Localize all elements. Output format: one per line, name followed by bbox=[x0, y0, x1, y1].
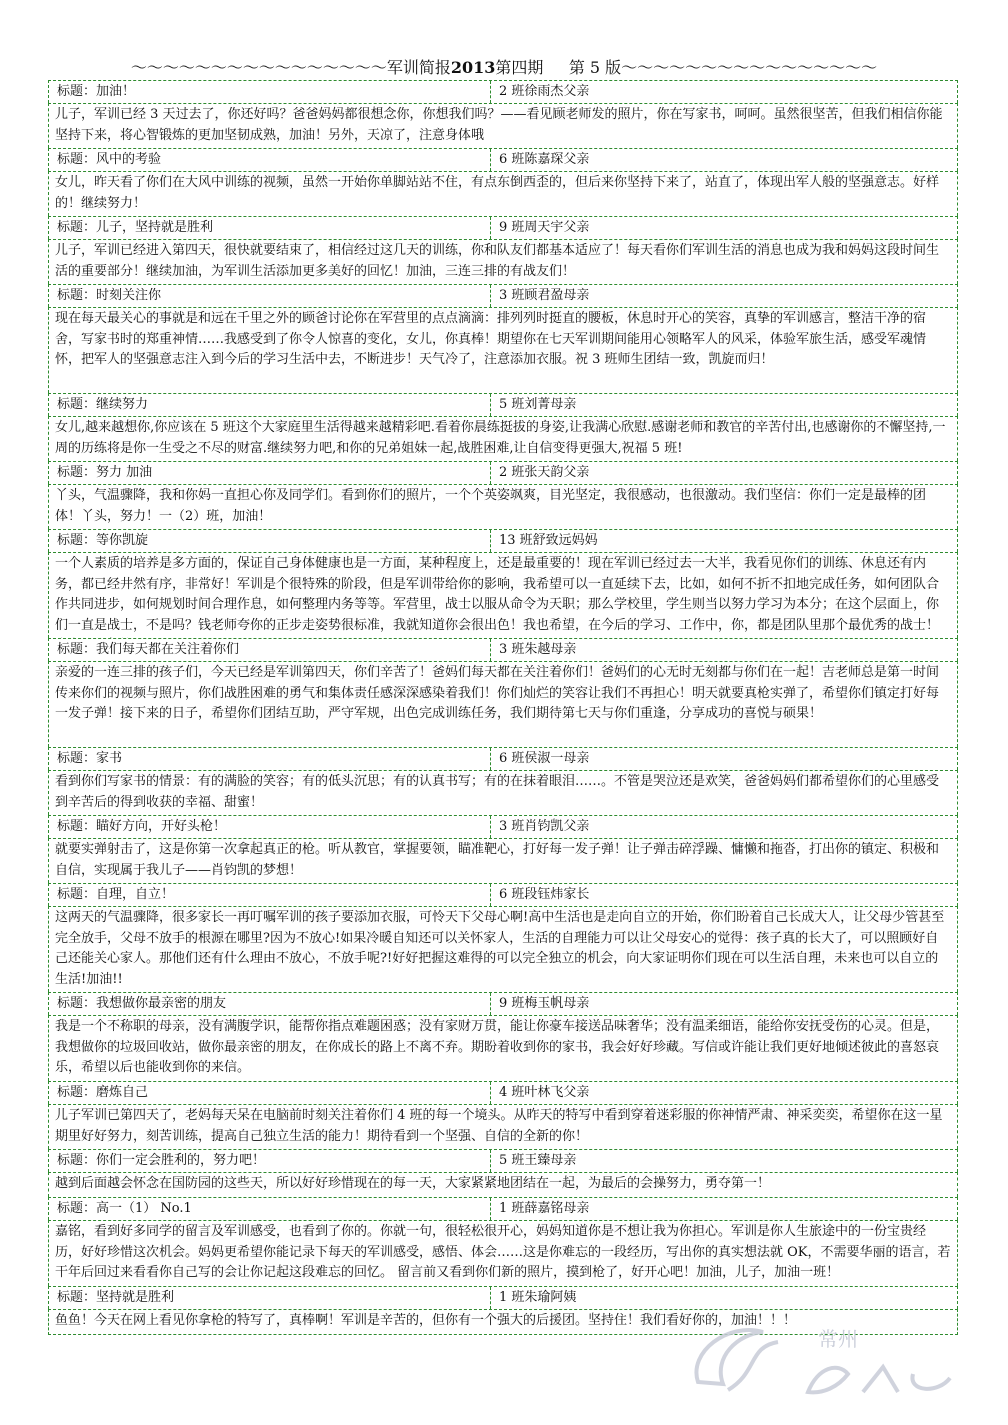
entry-author: 9 班梅玉帆母亲 bbox=[499, 996, 590, 1011]
header-suffix: ～～～～～～～～～～～～～～～～ bbox=[621, 58, 878, 77]
entry-title: 标题：继续努力 bbox=[49, 394, 491, 416]
header-prefix: ～～～～～～～～～～～～～～～～军训简报 bbox=[130, 58, 451, 77]
entry-title: 标题：我们每天都在关注着你们 bbox=[49, 639, 491, 661]
entry-body: 我是一个不称职的母亲，没有满腹学识，能帮你指点难题困惑；没有家财万贯，能让你豪车接送品味奢华；没有温柔细语，能给你安抚受伤的心灵。但是，我想做你的垃圾回收站，做你最亲密的朋友，在你成长的路上不离不弃。期盼着收到你的家书，我会好好珍藏。写信或许能让我们更好地倾述彼此的喜怒哀乐，希望以后也能收到你的来信。 bbox=[48, 1015, 958, 1081]
header-page: 第 5 版 bbox=[568, 58, 622, 77]
entry-header bbox=[48, 747, 958, 770]
entry-body: 就要实弹射击了，这是你第一次拿起真正的枪。听从教官，掌握要领，瞄准靶心，打好每一发子弹！让子弹击碎浮躁、慵懒和拖沓，打出你的镇定、积极和自信，实现属于我儿子——肖钧凯的梦想！ bbox=[48, 838, 958, 883]
entry-body: 女儿,越来越想你,你应该在 5 班这个大家庭里生活得越来越精彩吧.看着你晨练挺拔的身姿,让我满心欣慰.感谢老师和教官的辛苦付出,也感谢你的不懈坚持,一周的历练将是你一生受之不尽的财富.继续努力吧,和你的兄弟姐妹一起,战胜困难,让自信变得更强大,祝福 5 班! bbox=[48, 416, 958, 461]
entry-body: 儿子军训已第四天了，老妈每天呆在电脑前时刻关注着你们 4 班的每一个境头。从昨天的特写中看到穿着迷彩服的你神情严肃、神采奕奕，希望你在这一星期里好好努力，刻苦训练，提高自己独立生活的能力！期待看到一个坚强、自信的全新的你！ bbox=[48, 1104, 958, 1149]
entry-author: 6 班段钰炜家长 bbox=[499, 887, 590, 902]
entry-title: 标题：你们一定会胜利的，努力吧！ bbox=[49, 1150, 491, 1172]
entry-header bbox=[48, 883, 958, 906]
entry-title: 标题：磨炼自己 bbox=[49, 1082, 491, 1104]
entry-header bbox=[48, 1081, 958, 1104]
entry-author: 2 班张天韵父亲 bbox=[499, 465, 590, 480]
entry-header bbox=[48, 1149, 958, 1172]
entry-body: 鱼鱼！今天在网上看见你拿枪的特写了，真棒啊！军训是辛苦的，但你有一个强大的后援团。坚持住！我们看好你的，加油！！！ bbox=[48, 1309, 958, 1335]
entry-author: 1 班薛嘉铭母亲 bbox=[499, 1201, 590, 1216]
entry-title: 标题：风中的考验 bbox=[49, 149, 491, 171]
entry-title: 标题：加油！ bbox=[49, 81, 491, 103]
entry-author: 6 班侯淑一母亲 bbox=[499, 751, 590, 766]
entry-title: 标题：高一（1） No.1 bbox=[49, 1198, 491, 1220]
header-issue: 第四期 bbox=[495, 58, 544, 77]
header-year: 2013 bbox=[450, 58, 496, 77]
entry-body: 一个人素质的培养是多方面的，保证自己身体健康也是一方面，某种程度上，还是最重要的！现在军训已经过去一大半，我看见你们的训练、休息还有内务，都已经井然有序，非常好！军训是个很特殊的阶段，但是军训带给你的影响，我希望可以一直延续下去，比如，如何不折不扣地完成任务，如何团队合作共同进步，如何规划时间合理作息，如何整理内务等等。军营里，战士以服从命令为天职；那么学校里，学生则当以努力学习为本分；在这个层面上，你们一直是战士，不是吗？钱老师夸你的正步走姿势很标准，我就知道你会很出色！我也希望，在今后的学习、工作中，你，都是团队里那个最优秀的战士！ bbox=[48, 552, 958, 638]
entry-title: 标题：努力 加油 bbox=[49, 462, 491, 484]
page-header bbox=[48, 58, 960, 78]
entry-author: 3 班肖钧凯父亲 bbox=[499, 819, 590, 834]
entry-body: 儿子，军训已经进入第四天，很快就要结束了，相信经过这几天的训练，你和队友们都基本适应了！每天看你们军训生活的消息也成为我和妈妈这段时间生活的重要部分！继续加油，为军训生活添加更多美好的回忆！加油，三连三排的有战友们！ bbox=[48, 239, 958, 284]
entry-author: 5 班刘菁母亲 bbox=[499, 397, 577, 412]
entry-title: 标题：瞄好方向，开好头枪！ bbox=[49, 816, 491, 838]
entry-header bbox=[48, 393, 958, 416]
entry-body: 嘉铭，看到好多同学的留言及军训感受，也看到了你的。你就一句，很轻松很开心，妈妈知道你是不想让我为你担心。军训是你人生旅途中的一份宝贵经历，好好珍惜这次机会。妈妈更希望你能记录下每天的军训感受，感悟、体会……这是你难忘的一段经历，写出你的真实想法就 OK，不需要华丽的语言，若干年后回过来看看你自己写的会让你记起这段难忘的回忆。 留言前又看到你们新的照片，摸到枪了，好开心吧！加油，儿子，加油一班！ bbox=[48, 1220, 958, 1286]
entry-author: 9 班周天宇父亲 bbox=[499, 220, 590, 235]
entry-header bbox=[48, 815, 958, 838]
entry-header bbox=[48, 461, 958, 484]
entry-body: 现在每天最关心的事就是和远在千里之外的顾爸讨论你在军营里的点点滴滴：排列列时挺直的腰板，休息时开心的笑容，真挚的军训感言，整洁干净的宿舍，写家书时的郑重神情……我感受到了你令人惊喜的变化，女儿，你真棒！期望你在七天军训期间能用心领略军人的风采，体验军旅生活，感受军魂情怀，把军人的坚强意志注入到今后的学习生活中去，不断进步！天气冷了，注意添加衣服。祝 3 班师生团结一致，凯旋而归！ bbox=[48, 307, 958, 393]
entry-header bbox=[48, 148, 958, 171]
entry-body: 儿子，军训已经 3 天过去了，你还好吗？爸爸妈妈都很想念你，你想我们吗？——看见顾老师发的照片，你在写家书，呵呵。虽然很坚苦，但我们相信你能坚持下来，将心智锻炼的更加坚韧成熟，加油！另外，天凉了，注意身体哦 bbox=[48, 103, 958, 148]
entry-author: 4 班叶林飞父亲 bbox=[499, 1085, 590, 1100]
entry-author: 3 班朱越母亲 bbox=[499, 642, 577, 657]
entry-header bbox=[48, 992, 958, 1015]
entry-body: 看到你们写家书的情景：有的满脸的笑容；有的低头沉思；有的认真书写；有的在抹着眼泪……。不管是哭泣还是欢笑，爸爸妈妈们都希望你们的心里感受到辛苦后的得到收获的幸福、甜蜜！ bbox=[48, 770, 958, 815]
entry-author: 6 班陈嘉琛父亲 bbox=[499, 152, 590, 167]
entry-header bbox=[48, 284, 958, 307]
entry-author: 3 班顾君盈母亲 bbox=[499, 288, 590, 303]
entry-author: 5 班王臻母亲 bbox=[499, 1153, 577, 1168]
entry-body: 丫头，气温骤降，我和你妈一直担心你及同学们。看到你们的照片，一个个英姿飒爽，目光坚定，我很感动，也很激动。我们坚信：你们一定是最棒的团体！丫头，努力！一（2）班，加油！ bbox=[48, 484, 958, 529]
entry-title: 标题：自理，自立！ bbox=[49, 884, 491, 906]
entry-title: 标题：时刻关注你 bbox=[49, 285, 491, 307]
entry-header bbox=[48, 216, 958, 239]
entry-body: 女儿，昨天看了你们在大风中训练的视频，虽然一开始你单脚站站不住，有点东倒西歪的，但后来你坚持下来了，站直了，体现出军人般的坚强意志。好样的！继续努力！ bbox=[48, 171, 958, 216]
entry-title: 标题：坚持就是胜利 bbox=[49, 1287, 491, 1309]
entry-body: 亲爱的一连三排的孩子们，今天已经是军训第四天，你们辛苦了！爸妈们每天都在关注着你们！爸妈们的心无时无刻都与你们在一起！吉老师总是第一时间传来你们的视频与照片，你们战胜困难的勇气和集体责任感深深感染着我们！你们灿烂的笑容让我们不再担心！明天就要真枪实弹了，希望你们镇定打好每一发子弹！接下来的日子，希望你们团结互助，严守军规，出色完成训练任务，我们期待第七天与你们重逢，分享成功的喜悦与硕果！ bbox=[48, 661, 958, 747]
entry-title: 标题：儿子，坚持就是胜利 bbox=[49, 217, 491, 239]
message-table bbox=[48, 80, 958, 1335]
entry-author: 1 班朱瑜阿姨 bbox=[499, 1290, 577, 1305]
entry-header bbox=[48, 1197, 958, 1220]
entry-header bbox=[48, 638, 958, 661]
entry-body: 越到后面越会怀念在国防园的这些天，所以好好珍惜现在的每一天，大家紧紧地团结在一起，为最后的会操努力，勇夺第一！ bbox=[48, 1172, 958, 1197]
entry-header bbox=[48, 529, 958, 552]
entry-author: 13 班舒致远妈妈 bbox=[499, 533, 598, 548]
entry-header bbox=[48, 80, 958, 103]
entry-title: 标题：家书 bbox=[49, 748, 491, 770]
entry-header bbox=[48, 1286, 958, 1309]
entry-title: 标题：等你凯旋 bbox=[49, 530, 491, 552]
entry-author: 2 班徐雨杰父亲 bbox=[499, 84, 590, 99]
entry-body: 这两天的气温骤降，很多家长一再叮嘱军训的孩子要添加衣服，可怜天下父母心啊!高中生活也是走向自立的开始，你们盼着自己长成大人，让父母少管甚至完全放手，父母不放手的根源在哪里?因为不放心!如果冷暖自知还可以关怀家人，生活的自理能力可以让父母安心的觉得：孩子真的长大了，可以照顾好自己还能关心家人。那他们还有什么理由不放心，不放手呢?!好好把握这难得的可以完全独立的机会，向大家证明你们现在可以生活自理，未来也可以自立的生活!加油!! bbox=[48, 906, 958, 992]
watermark-text: 常州 bbox=[818, 1327, 858, 1351]
entry-title: 标题：我想做你最亲密的朋友 bbox=[49, 993, 491, 1015]
